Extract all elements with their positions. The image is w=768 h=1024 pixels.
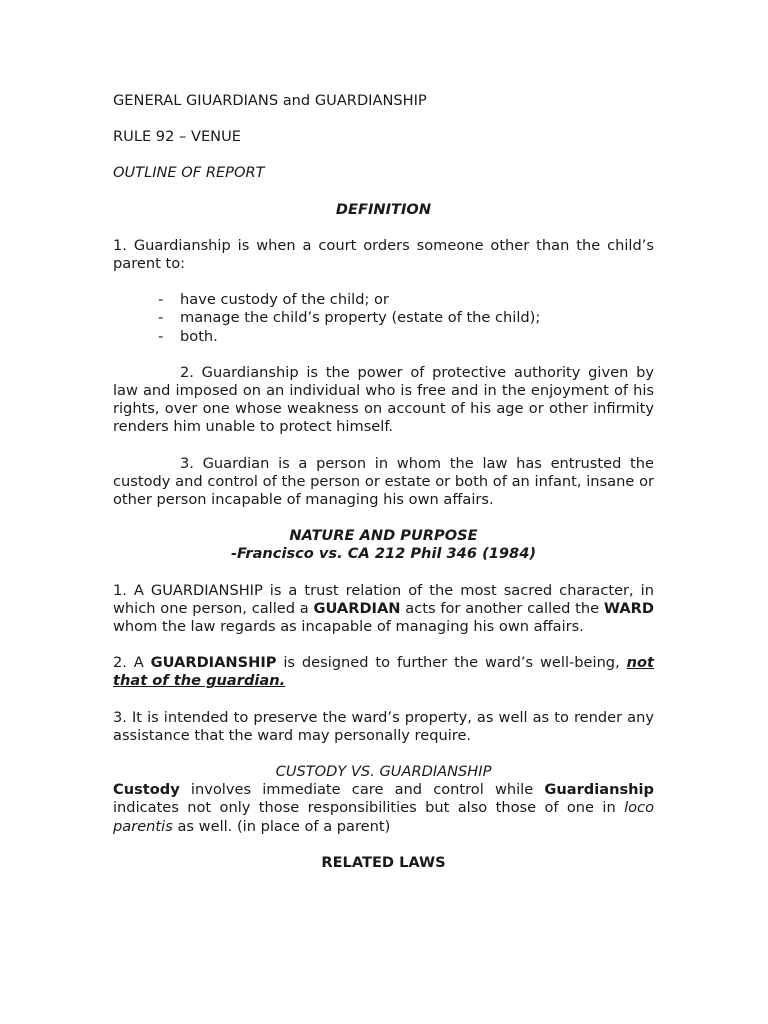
nature-paragraph-3: 3. It is intended to preserve the ward’s property, as well as to render any assistance that the ward may personally require. [113, 708, 654, 744]
list-item: - manage the child’s property (estate of the child); [113, 309, 654, 327]
related-laws-heading: RELATED LAWS [321, 853, 446, 871]
custody-heading: CUSTODY VS. GUARDIANSHIP [275, 763, 492, 781]
definition-bullet-list [113, 291, 654, 346]
nature-heading: NATURE AND PURPOSE [289, 527, 478, 545]
list-item: - have custody of the child; or [113, 291, 654, 309]
rule-heading: RULE 92 – VENUE [113, 128, 241, 146]
document-title: GENERAL GIUARDIANS and GUARDIANSHIP [113, 92, 427, 109]
nature-paragraph-1: 1. A GUARDIANSHIP is a trust relation of the most sacred character, in which one person, called a GUARDIAN acts for another called the WARD whom the law regards as incapable of managing his own affairs. [113, 581, 655, 636]
nature-citation: -Francisco vs. CA 212 Phil 346 (1984) [230, 545, 537, 563]
definition-paragraph-1: 1. Guardianship is when a court orders someone other than the child’s parent to: [113, 236, 654, 273]
definition-heading: DEFINITION [335, 200, 432, 218]
definition-paragraph-3: 3. Guardian is a person in whom the law has entrusted the custody and control of the person or estate or both of an infant, insane or other person incapable of managing his own affairs. [113, 454, 654, 509]
definition-paragraph-2: 2. Guardianship is the power of protective authority given by law and imposed on an individual who is free and in the enjoyment of his rights, over one whose weakness on account of his age or other infirmity renders him unable to protect himself. [113, 363, 654, 436]
outline-heading: OUTLINE OF REPORT [113, 164, 265, 182]
list-item: - both. [113, 328, 654, 346]
custody-paragraph: Custody involves immediate care and control while Guardianship indicates not only those responsibilities but also those of one in loco parentis as well. (in place of a parent) [113, 781, 654, 835]
document-body [113, 92, 654, 872]
nature-paragraph-2: 2. A GUARDIANSHIP is designed to further the ward’s well-being, not that of the guardian. [113, 654, 654, 690]
